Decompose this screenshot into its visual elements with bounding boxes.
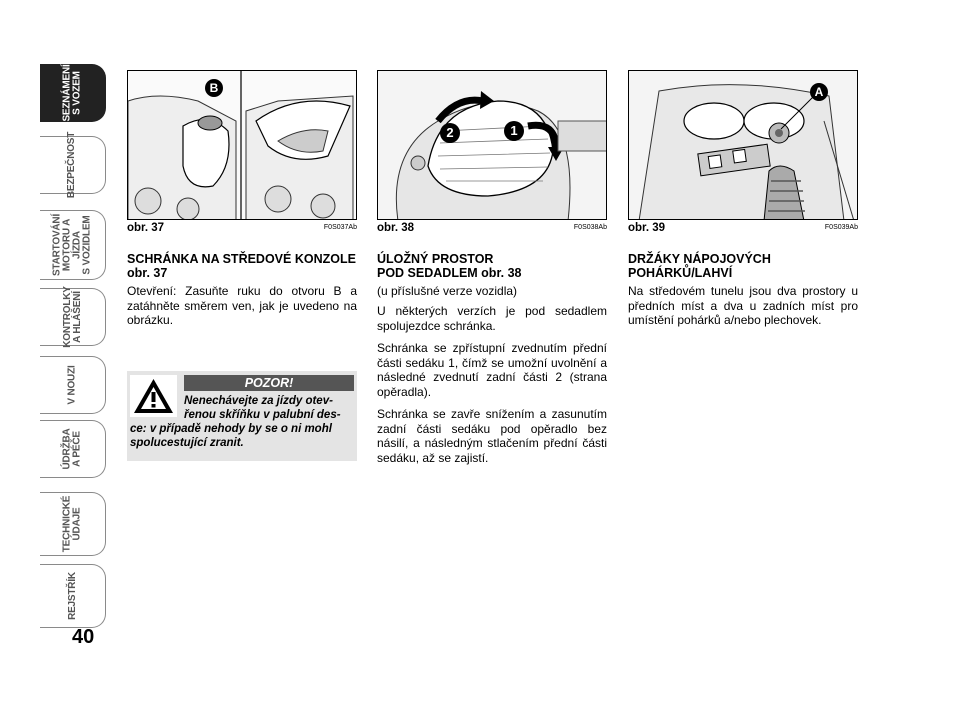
paragraph: Otevření: Zasuňte ruku do otvoru B a zatáhněte směrem ven, jak je uvedeno na obrázku.	[127, 284, 357, 327]
figure-number: obr. 37	[127, 222, 165, 234]
warning-box	[127, 371, 357, 461]
figure-caption	[628, 222, 858, 238]
column-2	[377, 70, 607, 473]
section-title: SCHRÁNKA NA STŘEDOVÉ KONZOLE obr. 37	[127, 252, 356, 280]
figure-number: obr. 38	[377, 222, 415, 234]
tab-label: V NOUZI	[66, 365, 78, 405]
section-title	[377, 252, 607, 280]
tab-label: TECHNICKÉ ÚDAJE	[61, 495, 83, 553]
warning-line: Nenechávejte za jízdy otev-	[184, 395, 333, 407]
tab-startovani[interactable]	[40, 210, 106, 280]
tab-label: KONTROLKY A HLÁŠENÍ	[61, 286, 83, 348]
paragraph: Schránka se zpřístupní zvednutím přední části sedáku 1, čímž se umožní uvolnění a následné zvednutí zadní části 2 (strana opěradla).	[377, 341, 607, 399]
figure-code: F0S039Ab	[824, 224, 858, 231]
tab-v-nouzi[interactable]	[40, 356, 106, 414]
title-line: ÚLOŽNÝ PROSTOR	[377, 252, 494, 266]
tab-label: STARTOVÁNÍ MOTORU A JÍZDA S VOZIDLEM	[51, 213, 93, 277]
tab-label: REJSTŘÍK	[66, 572, 78, 620]
title-line: POD SEDADLEM obr. 38	[377, 266, 522, 280]
figure-38	[377, 70, 607, 220]
figure-39	[628, 70, 858, 220]
marker-1: 1	[504, 121, 524, 141]
paragraph: Schránka se zavře snížením a zasunutím zadní části sedáku pod opěradlo bez násilí, a následným stlačením přední části sedáku, až se zajistí.	[377, 407, 607, 465]
marker-2: 2	[440, 123, 460, 143]
warning-heading: POZOR!	[184, 375, 354, 391]
figure-caption	[127, 222, 357, 238]
page-number: 40	[72, 626, 95, 648]
figure-caption	[377, 222, 607, 238]
paragraph: Na středovém tunelu jsou dva prostory u předních míst a dva u zadních míst pro umístění pohárků a/nebo plechovek.	[628, 284, 858, 327]
warning-text	[130, 394, 354, 450]
glovebox-illustration	[128, 71, 357, 220]
tab-label: SEZNÁMENÍ S VOZEM	[61, 64, 83, 122]
figure-37	[127, 70, 357, 220]
section-title	[628, 252, 858, 280]
figure-code: F0S037Ab	[323, 224, 357, 231]
tab-rejstrik[interactable]	[40, 564, 106, 628]
warning-line: řenou skříňku v palubní des-	[184, 409, 341, 421]
section-subtitle: (u příslušné verze vozidla)	[377, 284, 518, 298]
title-line: POHÁRKŮ/LAHVÍ	[628, 266, 733, 280]
tab-technicke[interactable]	[40, 492, 106, 556]
marker-b: B	[205, 79, 223, 97]
marker-a: A	[810, 83, 828, 101]
tab-udrzba[interactable]	[40, 420, 106, 478]
figure-number: obr. 39	[628, 222, 666, 234]
column-1	[127, 70, 357, 336]
tab-kontrolky[interactable]	[40, 288, 106, 346]
warning-line: ce: v případě nehody by se o ni mohl spolucestující zranit.	[130, 423, 332, 449]
seat-illustration	[378, 71, 607, 220]
tab-seznameni[interactable]	[40, 64, 106, 122]
paragraph: U některých verzích je pod sedadlem spolujezdce schránka.	[377, 304, 607, 333]
title-line: DRŽÁKY NÁPOJOVÝCH	[628, 252, 771, 266]
tab-label: BEZPEČNOST	[66, 131, 78, 199]
figure-code: F0S038Ab	[573, 224, 607, 231]
tab-bezpecnost[interactable]	[40, 131, 106, 199]
column-3	[628, 70, 858, 336]
tab-label: ÚDRŽBA A PÉČE	[61, 428, 83, 470]
